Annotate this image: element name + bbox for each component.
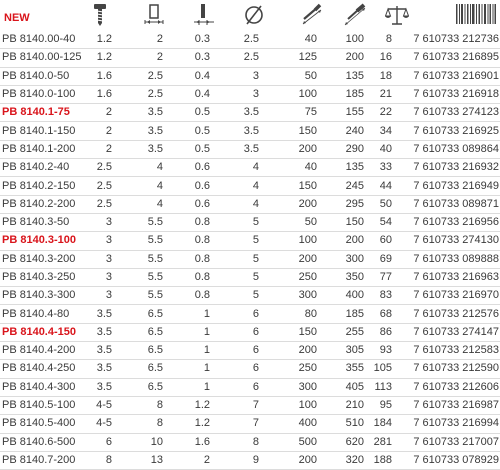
blade-length-cell: 150 xyxy=(298,179,317,192)
weight-cell: 50 xyxy=(379,197,392,210)
blade-thickness-cell: 0.6 xyxy=(194,161,210,174)
blade-length-cell: 50 xyxy=(304,216,317,229)
blade-width-cell: 5.5 xyxy=(147,216,163,229)
ean-code-cell: 7 610733 212590 xyxy=(413,362,499,375)
total-length-cell: 510 xyxy=(345,417,364,430)
blade-length-cell: 200 xyxy=(298,252,317,265)
blade-thickness-cell: 0.5 xyxy=(194,124,210,137)
screw-size-cell: 4-5 xyxy=(96,417,112,430)
blade-thickness-cell: 1 xyxy=(203,325,210,338)
blade-length-cell: 300 xyxy=(298,380,317,393)
blade-length-cell: 40 xyxy=(304,161,317,174)
diameter-icon xyxy=(243,3,265,27)
blade-thickness-cell: 0.8 xyxy=(194,216,210,229)
total-length-cell: 135 xyxy=(345,161,364,174)
ean-code-cell: 7 610733 212736 xyxy=(413,33,499,46)
blade-width-cell: 6.5 xyxy=(147,344,163,357)
article-number-cell: PB 8140.4-250 xyxy=(2,362,76,375)
diameter-cell: 3.5 xyxy=(243,142,259,155)
diameter-cell: 5 xyxy=(252,216,259,229)
ean-code-cell: 7 610733 274130 xyxy=(413,234,499,247)
blade-thickness-cell: 0.8 xyxy=(194,252,210,265)
diameter-cell: 6 xyxy=(252,307,259,320)
screw-size-cell: 1.2 xyxy=(96,33,112,46)
total-length-cell: 405 xyxy=(345,380,364,393)
table-row xyxy=(0,250,500,268)
weight-cell: 69 xyxy=(379,252,392,265)
weight-cell: 22 xyxy=(379,106,392,119)
table-body xyxy=(0,31,500,470)
weight-cell: 44 xyxy=(379,179,392,192)
total-length-cell: 290 xyxy=(345,142,364,155)
weight-cell: 95 xyxy=(379,399,392,412)
table-row xyxy=(0,451,500,469)
total-length-cell: 135 xyxy=(345,69,364,82)
screw-size-cell: 2 xyxy=(105,124,112,137)
ean-code-cell: 7 610733 089888 xyxy=(413,252,499,265)
article-number-cell: PB 8140.5-400 xyxy=(2,417,76,430)
weight-cell: 105 xyxy=(373,362,392,375)
table-row xyxy=(0,31,500,49)
diameter-cell: 5 xyxy=(252,289,259,302)
ean-code-cell: 7 610733 078929 xyxy=(413,453,499,466)
article-number-cell: PB 8140.1-75 xyxy=(2,106,70,119)
table-row xyxy=(0,305,500,323)
blade-width-cell: 6.5 xyxy=(147,362,163,375)
total-length-cell: 300 xyxy=(345,252,364,265)
blade-width-cell: 5.5 xyxy=(147,271,163,283)
table-row xyxy=(0,104,500,122)
blade-thickness-cell: 1.2 xyxy=(194,399,210,412)
blade-thickness-cell: 0.6 xyxy=(194,197,210,210)
total-length-cell: 185 xyxy=(345,307,364,320)
screw-size-cell: 3 xyxy=(105,234,112,247)
table-row xyxy=(0,433,500,451)
blade-length-cell: 300 xyxy=(298,289,317,302)
diameter-cell: 4 xyxy=(252,197,259,210)
article-number-cell: PB 8140.3-50 xyxy=(2,216,70,229)
screw-size-cell: 2.5 xyxy=(96,179,112,192)
weight-cell: 54 xyxy=(379,216,392,229)
total-length-cell: 245 xyxy=(345,179,364,192)
diameter-cell: 5 xyxy=(252,271,259,283)
article-number-cell: PB 8140.4-200 xyxy=(2,344,76,357)
screw-size-cell: 2.5 xyxy=(96,197,112,210)
blade-length-cell: 400 xyxy=(298,417,317,430)
diameter-cell: 3.5 xyxy=(243,106,259,119)
weight-cell: 33 xyxy=(379,161,392,174)
blade-width-cell: 3.5 xyxy=(147,142,163,155)
blade-width-cell: 5.5 xyxy=(147,252,163,265)
blade-width-cell: 3.5 xyxy=(147,106,163,119)
weight-cell: 8 xyxy=(385,33,392,46)
blade-length-cell: 125 xyxy=(298,51,317,64)
diameter-cell: 5 xyxy=(252,252,259,265)
diameter-cell: 6 xyxy=(252,362,259,375)
blade-thickness-cell: 0.5 xyxy=(194,142,210,155)
table-row xyxy=(0,378,500,396)
total-length-icon xyxy=(343,3,367,27)
blade-thickness-cell: 0.3 xyxy=(194,51,210,64)
screw-size-cell: 3.5 xyxy=(96,307,112,320)
screw-size-cell: 6 xyxy=(105,435,112,448)
total-length-cell: 200 xyxy=(345,234,364,247)
article-number-cell: PB 8140.00-125 xyxy=(2,51,82,64)
blade-length-cell: 250 xyxy=(298,271,317,283)
screw-size-cell: 1.6 xyxy=(96,69,112,82)
blade-width-cell: 5.5 xyxy=(147,234,163,247)
blade-width-cell: 13 xyxy=(150,453,163,466)
screw-size-cell: 3.5 xyxy=(96,362,112,375)
blade-width-cell: 4 xyxy=(156,197,163,210)
article-number-cell: PB 8140.2-40 xyxy=(2,161,70,174)
blade-thickness-cell: 1 xyxy=(203,380,210,393)
blade-thickness-cell: 0.8 xyxy=(194,271,210,283)
ean-code-cell: 7 610733 216970 xyxy=(413,289,499,302)
ean-code-cell: 7 610733 216987 xyxy=(413,399,499,412)
diameter-cell: 7 xyxy=(252,417,259,430)
blade-length-cell: 150 xyxy=(298,124,317,137)
screw-size-cell: 2 xyxy=(105,142,112,155)
total-length-cell: 620 xyxy=(345,435,364,448)
blade-length-icon xyxy=(300,3,324,27)
blade-thickness-cell: 0.5 xyxy=(194,106,210,119)
diameter-cell: 2.5 xyxy=(243,51,259,64)
blade-width-cell: 8 xyxy=(156,417,163,430)
blade-width-cell: 10 xyxy=(150,435,163,448)
table-row xyxy=(0,159,500,177)
blade-thickness-cell: 0.4 xyxy=(194,69,210,82)
blade-length-cell: 100 xyxy=(298,234,317,247)
total-length-cell: 350 xyxy=(345,271,364,283)
blade-length-cell: 40 xyxy=(304,33,317,46)
diameter-cell: 2.5 xyxy=(243,33,259,46)
screw-size-cell: 3 xyxy=(105,216,112,229)
blade-width-cell: 6.5 xyxy=(147,380,163,393)
blade-thickness-cell: 0.8 xyxy=(194,234,210,247)
ean-code-cell: 7 610733 089871 xyxy=(413,197,499,210)
diameter-cell: 3 xyxy=(252,69,259,82)
blade-thickness-cell: 0.6 xyxy=(194,179,210,192)
table-header xyxy=(0,0,500,31)
diameter-cell: 6 xyxy=(252,380,259,393)
blade-thickness-cell: 1.2 xyxy=(194,417,210,430)
table-row xyxy=(0,177,500,195)
blade-thickness-icon xyxy=(193,3,215,27)
blade-thickness-cell: 0.3 xyxy=(194,33,210,46)
new-label: NEW xyxy=(4,12,30,24)
weight-cell: 113 xyxy=(374,380,392,393)
article-number-cell: PB 8140.1-150 xyxy=(2,124,76,137)
total-length-cell: 320 xyxy=(345,453,364,466)
weight-cell: 77 xyxy=(379,271,392,283)
screw-size-cell: 3.5 xyxy=(96,380,112,393)
blade-width-icon xyxy=(143,3,165,27)
article-number-cell: PB 8140.0-50 xyxy=(2,69,70,82)
article-number-cell: PB 8140.4-300 xyxy=(2,380,76,393)
weight-cell: 60 xyxy=(379,234,392,247)
blade-width-cell: 2.5 xyxy=(147,69,163,82)
table-row xyxy=(0,67,500,85)
article-number-cell: PB 8140.4-80 xyxy=(2,307,70,320)
blade-thickness-cell: 0.8 xyxy=(194,289,210,302)
article-number-cell: PB 8140.00-40 xyxy=(2,33,76,46)
weight-cell: 83 xyxy=(379,289,392,302)
article-number-cell: PB 8140.2-200 xyxy=(2,197,76,210)
ean-code-cell: 7 610733 216932 xyxy=(413,161,499,174)
table-row xyxy=(0,323,500,341)
blade-length-cell: 80 xyxy=(304,307,317,320)
blade-width-cell: 4 xyxy=(156,179,163,192)
article-number-cell: PB 8140.3-300 xyxy=(2,289,76,302)
product-table xyxy=(0,31,500,470)
blade-width-cell: 5.5 xyxy=(147,289,163,302)
weight-cell: 281 xyxy=(373,435,392,448)
article-number-cell: PB 8140.3-250 xyxy=(2,271,76,283)
screw-size-cell: 2.5 xyxy=(96,161,112,174)
blade-width-cell: 2.5 xyxy=(147,88,163,101)
table-row xyxy=(0,396,500,414)
article-number-cell: PB 8140.0-100 xyxy=(2,88,76,101)
blade-length-cell: 200 xyxy=(298,344,317,357)
screw-size-cell: 3.5 xyxy=(96,325,112,338)
screw-size-cell: 3 xyxy=(105,289,112,302)
blade-width-cell: 3.5 xyxy=(147,124,163,137)
total-length-cell: 185 xyxy=(345,88,364,101)
diameter-cell: 6 xyxy=(252,344,259,357)
ean-code-cell: 7 610733 212583 xyxy=(413,344,499,357)
article-number-cell: PB 8140.1-200 xyxy=(2,142,76,155)
ean-code-cell: 7 610733 216895 xyxy=(413,51,499,64)
blade-length-cell: 100 xyxy=(298,399,317,412)
article-number-cell: PB 8140.5-100 xyxy=(2,399,76,412)
blade-width-cell: 8 xyxy=(156,399,163,412)
weight-cell: 16 xyxy=(379,51,392,64)
screw-size-cell: 3 xyxy=(105,271,112,283)
diameter-cell: 4 xyxy=(252,179,259,192)
weight-cell: 86 xyxy=(379,325,392,338)
ean-code-cell: 7 610733 217007 xyxy=(413,435,499,448)
blade-thickness-cell: 1 xyxy=(203,307,210,320)
ean-code-cell: 7 610733 216949 xyxy=(413,179,499,192)
screw-size-cell: 1.6 xyxy=(96,88,112,101)
total-length-cell: 210 xyxy=(345,399,364,412)
article-number-cell: PB 8140.4-150 xyxy=(2,325,76,338)
weight-cell: 21 xyxy=(379,88,392,101)
ean-code-cell: 7 610733 216918 xyxy=(413,88,499,101)
blade-length-cell: 200 xyxy=(298,142,317,155)
blade-width-cell: 4 xyxy=(156,161,163,174)
weight-cell: 18 xyxy=(379,69,392,82)
article-number-cell: PB 8140.3-100 xyxy=(2,234,76,247)
total-length-cell: 200 xyxy=(345,51,364,64)
article-number-cell: PB 8140.2-150 xyxy=(2,179,76,192)
table-row xyxy=(0,268,500,286)
weight-cell: 68 xyxy=(379,307,392,320)
total-length-cell: 155 xyxy=(345,106,364,119)
total-length-cell: 100 xyxy=(345,33,364,46)
weight-cell: 34 xyxy=(379,124,392,137)
table-row xyxy=(0,232,500,250)
ean-code-cell: 7 610733 274147 xyxy=(413,325,499,338)
table-row xyxy=(0,122,500,140)
table-row xyxy=(0,85,500,103)
blade-length-cell: 75 xyxy=(304,106,317,119)
diameter-cell: 6 xyxy=(252,325,259,338)
blade-length-cell: 200 xyxy=(298,197,317,210)
blade-width-cell: 6.5 xyxy=(147,325,163,338)
ean-code-cell: 7 610733 274123 xyxy=(413,106,499,119)
total-length-cell: 255 xyxy=(345,325,364,338)
ean-code-cell: 7 610733 212606 xyxy=(413,380,499,393)
blade-width-cell: 2 xyxy=(156,33,163,46)
total-length-cell: 150 xyxy=(345,216,364,229)
total-length-cell: 400 xyxy=(345,289,364,302)
weight-cell: 184 xyxy=(373,417,392,430)
total-length-cell: 355 xyxy=(345,362,364,375)
table-row xyxy=(0,140,500,158)
ean-code-cell: 7 610733 216901 xyxy=(413,69,499,82)
blade-length-cell: 500 xyxy=(298,435,317,448)
ean-code-cell: 7 610733 216925 xyxy=(413,124,499,137)
table-row xyxy=(0,213,500,231)
screw-size-cell: 4-5 xyxy=(96,399,112,412)
blade-length-cell: 150 xyxy=(298,325,317,338)
diameter-cell: 7 xyxy=(252,399,259,412)
blade-length-cell: 250 xyxy=(298,362,317,375)
blade-thickness-cell: 1.6 xyxy=(194,435,210,448)
weight-scale-icon xyxy=(385,3,409,27)
weight-cell: 188 xyxy=(373,453,392,466)
blade-thickness-cell: 1 xyxy=(203,362,210,375)
barcode-icon xyxy=(456,3,496,25)
blade-thickness-cell: 2 xyxy=(203,453,210,466)
screw-size-cell: 1.2 xyxy=(96,51,112,64)
blade-length-cell: 200 xyxy=(298,453,317,466)
article-number-cell: PB 8140.7-200 xyxy=(2,453,76,466)
total-length-cell: 305 xyxy=(345,344,364,357)
screw-size-cell: 3.5 xyxy=(96,344,112,357)
ean-code-cell: 7 610733 216994 xyxy=(413,417,499,430)
blade-width-cell: 2 xyxy=(156,51,163,64)
total-length-cell: 295 xyxy=(345,197,364,210)
ean-code-cell: 7 610733 216956 xyxy=(413,216,499,229)
screw-icon xyxy=(91,3,109,27)
article-number-cell: PB 8140.6-500 xyxy=(2,435,76,448)
table-row xyxy=(0,49,500,67)
table-row xyxy=(0,360,500,378)
diameter-cell: 8 xyxy=(252,435,259,448)
ean-code-cell: 7 610733 212576 xyxy=(413,307,499,320)
screw-size-cell: 2 xyxy=(105,106,112,119)
diameter-cell: 3 xyxy=(252,88,259,101)
screw-size-cell: 8 xyxy=(105,453,112,466)
blade-length-cell: 100 xyxy=(298,88,317,101)
blade-length-cell: 50 xyxy=(304,69,317,82)
screw-size-cell: 3 xyxy=(105,252,112,265)
blade-thickness-cell: 0.4 xyxy=(194,88,210,101)
diameter-cell: 5 xyxy=(252,234,259,247)
blade-thickness-cell: 1 xyxy=(203,344,210,357)
total-length-cell: 240 xyxy=(345,124,364,137)
ean-code-cell: 7 610733 089864 xyxy=(413,142,499,155)
diameter-cell: 9 xyxy=(252,453,259,466)
weight-cell: 40 xyxy=(379,142,392,155)
table-row xyxy=(0,195,500,213)
diameter-cell: 3.5 xyxy=(243,124,259,137)
diameter-cell: 4 xyxy=(252,161,259,174)
blade-width-cell: 6.5 xyxy=(147,307,163,320)
table-row xyxy=(0,287,500,305)
table-row xyxy=(0,342,500,360)
ean-code-cell: 7 610733 216963 xyxy=(413,271,499,283)
article-number-cell: PB 8140.3-200 xyxy=(2,252,76,265)
weight-cell: 93 xyxy=(379,344,392,357)
table-row xyxy=(0,415,500,433)
